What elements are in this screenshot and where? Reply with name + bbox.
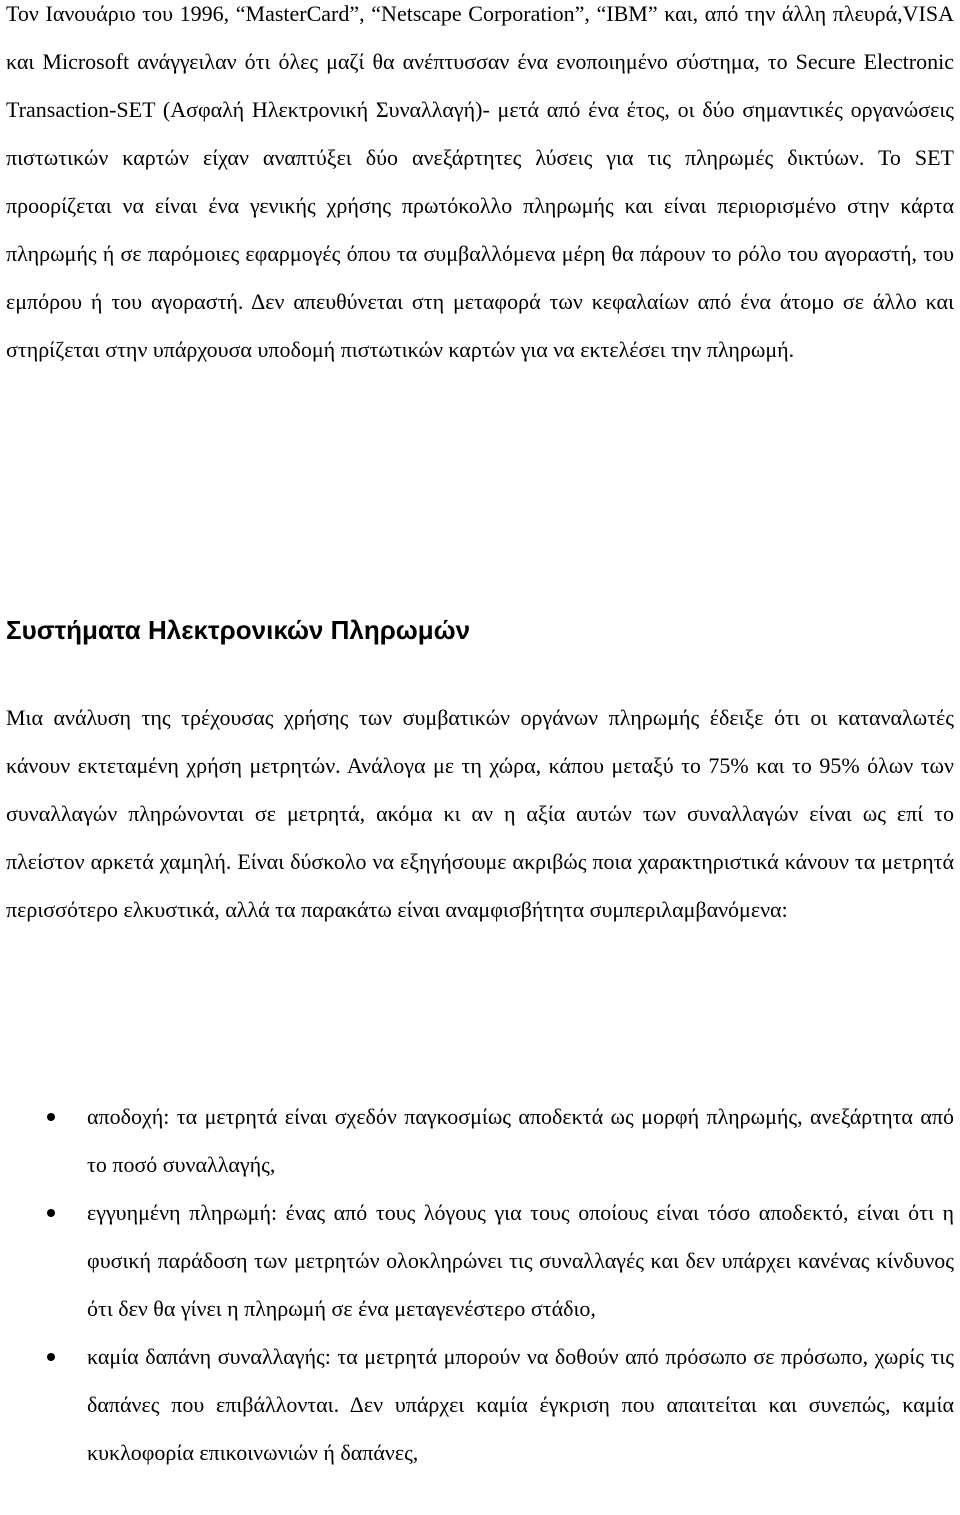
bullet-icon [47,1113,55,1121]
bullet-icon [47,1209,55,1217]
paragraph-cash-analysis: Μια ανάλυση της τρέχουσας χρήσης των συμβατικών οργάνων πληρωμής έδειξε ότι οι καταναλωτές κάνουν εκτεταμένη χρήση μετρητών. Ανάλογα με τη χώρα, κάπου μεταξύ το 75% και το 95% όλων των συναλλαγών πληρώνονται σε μετρητά, ακόμα κι αν η αξία αυτών των συναλλαγών είναι ως επί το πλείστον αρκετά χαμηλή. Είναι δύσκολο να εξηγήσουμε ακριβώς ποια χαρακτηριστικά κάνουν τα μετρητά περισσότερο ελκυστικά, αλλά τα παρακάτω είναι αναμφισβήτητα συμπεριλαμβανόμενα: [6,705,954,922]
list-item [0,1093,960,1189]
bullet-text-guaranteed-payment: εγγυημένη πληρωμή: ένας από τους λόγους για τους οποίους είναι τόσο αποδεκτό, είναι ότι η φυσική παράδοση των μετρητών ολοκληρώνει τις συναλλαγές και δεν υπάρχει κανένας κίνδυνος ότι δεν θα γίνει η πληρωμή σε ένα μεταγενέστερο στάδιο, [87,1200,954,1321]
section-heading: Συστήματα Ηλεκτρονικών Πληρωμών [6,615,471,645]
list-item [0,1189,960,1333]
bullet-text-acceptance: αποδοχή: τα μετρητά είναι σχεδόν παγκοσμίως αποδεκτά ως μορφή πληρωμής, ανεξάρτητα από το ποσό συναλλαγής, [87,1104,954,1177]
list-item [0,1333,960,1477]
paragraph-set-protocol: Τον Ιανουάριο του 1996, “MasterCard”, “Netscape Corporation”, “IBM” και, από την άλλη πλευρά,VISA και Microsoft ανάγγειλαν ότι όλες μαζί θα ανέπτυσσαν ένα ενοποιημένο σύστημα, το Secure Electronic Transaction-SET (Ασφαλή Ηλεκτρονική Συναλλαγή)- μετά από ένα έτος, οι δύο σημαντικές οργανώσεις πιστωτικών καρτών είχαν αναπτύξει δύο ανεξάρτητες λύσεις για τις πληρωμές δικτύων. Το SET προορίζεται να είναι ένα γενικής χρήσης πρωτόκολλο πληρωμής και είναι περιορισμένο στην κάρτα πληρωμής ή σε παρόμοιες εφαρμογές όπου τα συμβαλλόμενα μέρη θα πάρουν το ρόλο του αγοραστή, του εμπόρου ή του αγοραστή. Δεν απευθύνεται στη μεταφορά των κεφαλαίων από ένα άτομο σε άλλο και στηρίζεται στην υπάρχουσα υποδομή πιστωτικών καρτών για να εκτελέσει την πληρωμή. [6,1,954,362]
bullet-icon [47,1353,55,1361]
bullet-text-no-transaction-cost: καμία δαπάνη συναλλαγής: τα μετρητά μπορούν να δοθούν από πρόσωπο σε πρόσωπο, χωρίς τις δαπάνες που επιβάλλονται. Δεν υπάρχει καμία έγκριση που απαιτείται και συνεπώς, καμία κυκλοφορία επικοινωνιών ή δαπάνες, [87,1344,954,1465]
bullet-list [0,1093,960,1477]
